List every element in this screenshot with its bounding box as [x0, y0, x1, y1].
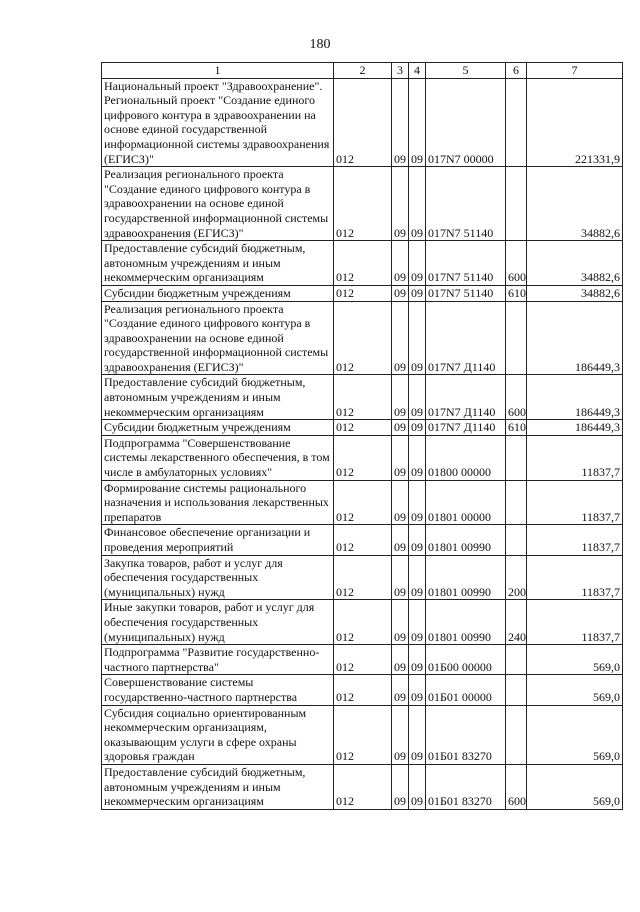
- section-code-cell: 09: [392, 375, 409, 420]
- section-code-cell: 09: [392, 301, 409, 375]
- target-article-cell: 017N7 51140: [426, 285, 506, 301]
- row-name-cell: Подпрограмма "Развитие государственно-частного партнерства": [102, 645, 334, 675]
- ministry-code-cell: 012: [334, 600, 392, 645]
- column-header: 4: [409, 63, 426, 79]
- amount-cell: 34882,6: [527, 167, 623, 241]
- table-row: [102, 675, 623, 705]
- target-article-cell: 01801 00000: [426, 480, 506, 525]
- section-code-cell: 09: [392, 705, 409, 764]
- row-name-cell: Реализация регионального проекта "Создание единого цифрового контура в здравоохранении на основе единой государственной информационной системы здравоохранения (ЕГИСЗ)": [102, 301, 334, 375]
- ministry-code-cell: 012: [334, 525, 392, 555]
- row-name-cell: Субсидии бюджетным учреждениям: [102, 285, 334, 301]
- subsection-code-cell: 09: [409, 600, 426, 645]
- expense-type-cell: 610: [506, 285, 527, 301]
- expense-type-cell: [506, 705, 527, 764]
- amount-cell: 34882,6: [527, 285, 623, 301]
- row-name-cell: Формирование системы рационального назначения и использования лекарственных препаратов: [102, 480, 334, 525]
- table-row: [102, 167, 623, 241]
- section-code-cell: 09: [392, 167, 409, 241]
- expense-type-cell: [506, 525, 527, 555]
- ministry-code-cell: 012: [334, 764, 392, 809]
- column-header: 7: [527, 63, 623, 79]
- expense-type-cell: [506, 301, 527, 375]
- column-header: 2: [334, 63, 392, 79]
- row-name-cell: Реализация регионального проекта "Создание единого цифрового контура в здравоохранении на основе единой государственной информационной системы здравоохранения (ЕГИСЗ)": [102, 167, 334, 241]
- section-code-cell: 09: [392, 420, 409, 436]
- target-article-cell: 01Б00 00000: [426, 645, 506, 675]
- column-header: 1: [102, 63, 334, 79]
- column-header: 5: [426, 63, 506, 79]
- expense-type-cell: [506, 78, 527, 167]
- subsection-code-cell: 09: [409, 375, 426, 420]
- expense-type-cell: 610: [506, 420, 527, 436]
- row-name-cell: Субсидии бюджетным учреждениям: [102, 420, 334, 436]
- section-code-cell: 09: [392, 555, 409, 600]
- target-article-cell: 01800 00000: [426, 435, 506, 480]
- expense-type-cell: 600: [506, 375, 527, 420]
- amount-cell: 11837,7: [527, 555, 623, 600]
- row-name-cell: Национальный проект "Здравоохранение". Региональный проект "Создание единого цифрового контура в здравоохранении на основе единой государственной информационной системы здравоохранения (ЕГИСЗ)": [102, 78, 334, 167]
- subsection-code-cell: 09: [409, 555, 426, 600]
- ministry-code-cell: 012: [334, 480, 392, 525]
- row-name-cell: Совершенствование системы государственно-частного партнерства: [102, 675, 334, 705]
- column-number-row: [102, 63, 623, 79]
- table-row: [102, 420, 623, 436]
- target-article-cell: 017N7 51140: [426, 241, 506, 286]
- table-row: [102, 480, 623, 525]
- expense-type-cell: 600: [506, 764, 527, 809]
- target-article-cell: 01801 00990: [426, 600, 506, 645]
- subsection-code-cell: 09: [409, 764, 426, 809]
- subsection-code-cell: 09: [409, 525, 426, 555]
- ministry-code-cell: 012: [334, 705, 392, 764]
- ministry-code-cell: 012: [334, 241, 392, 286]
- subsection-code-cell: 09: [409, 675, 426, 705]
- amount-cell: 221331,9: [527, 78, 623, 167]
- section-code-cell: 09: [392, 78, 409, 167]
- ministry-code-cell: 012: [334, 675, 392, 705]
- target-article-cell: 01Б01 83270: [426, 764, 506, 809]
- subsection-code-cell: 09: [409, 301, 426, 375]
- expense-type-cell: 200: [506, 555, 527, 600]
- row-name-cell: Субсидия социально ориентированным некоммерческим организациям, оказывающим услуги в сфере охраны здоровья граждан: [102, 705, 334, 764]
- ministry-code-cell: 012: [334, 285, 392, 301]
- ministry-code-cell: 012: [334, 375, 392, 420]
- expense-type-cell: [506, 480, 527, 525]
- table-row: [102, 525, 623, 555]
- expense-type-cell: [506, 675, 527, 705]
- expense-type-cell: 240: [506, 600, 527, 645]
- amount-cell: 569,0: [527, 705, 623, 764]
- amount-cell: 34882,6: [527, 241, 623, 286]
- target-article-cell: 01801 00990: [426, 525, 506, 555]
- section-code-cell: 09: [392, 435, 409, 480]
- row-name-cell: Финансовое обеспечение организации и проведения мероприятий: [102, 525, 334, 555]
- target-article-cell: 01Б01 83270: [426, 705, 506, 764]
- expense-type-cell: 600: [506, 241, 527, 286]
- row-name-cell: Подпрограмма "Совершенствование системы лекарственного обеспечения, в том числе в амбулаторных условиях": [102, 435, 334, 480]
- target-article-cell: 017N7 51140: [426, 167, 506, 241]
- column-header: 3: [392, 63, 409, 79]
- ministry-code-cell: 012: [334, 167, 392, 241]
- target-article-cell: 01801 00990: [426, 555, 506, 600]
- amount-cell: 186449,3: [527, 420, 623, 436]
- section-code-cell: 09: [392, 480, 409, 525]
- column-header: 6: [506, 63, 527, 79]
- subsection-code-cell: 09: [409, 241, 426, 286]
- section-code-cell: 09: [392, 241, 409, 286]
- section-code-cell: 09: [392, 285, 409, 301]
- subsection-code-cell: 09: [409, 78, 426, 167]
- amount-cell: 11837,7: [527, 480, 623, 525]
- amount-cell: 11837,7: [527, 600, 623, 645]
- amount-cell: 186449,3: [527, 375, 623, 420]
- budget-table-body: [102, 78, 623, 809]
- ministry-code-cell: 012: [334, 78, 392, 167]
- amount-cell: 11837,7: [527, 435, 623, 480]
- subsection-code-cell: 09: [409, 645, 426, 675]
- row-name-cell: Предоставление субсидий бюджетным, автономным учреждениям и иным некоммерческим организациям: [102, 375, 334, 420]
- target-article-cell: 017N7 Д1140: [426, 375, 506, 420]
- row-name-cell: Предоставление субсидий бюджетным, автономным учреждениям и иным некоммерческим организациям: [102, 764, 334, 809]
- target-article-cell: 017N7 00000: [426, 78, 506, 167]
- amount-cell: 569,0: [527, 764, 623, 809]
- ministry-code-cell: 012: [334, 435, 392, 480]
- table-row: [102, 241, 623, 286]
- table-row: [102, 764, 623, 809]
- target-article-cell: 017N7 Д1140: [426, 420, 506, 436]
- amount-cell: 569,0: [527, 675, 623, 705]
- expense-type-cell: [506, 645, 527, 675]
- table-row: [102, 555, 623, 600]
- budget-table: [101, 62, 623, 810]
- section-code-cell: 09: [392, 675, 409, 705]
- target-article-cell: 017N7 Д1140: [426, 301, 506, 375]
- table-row: [102, 705, 623, 764]
- row-name-cell: Закупка товаров, работ и услуг для обеспечения государственных (муниципальных) нужд: [102, 555, 334, 600]
- page-number: 180: [309, 37, 331, 52]
- table-row: [102, 645, 623, 675]
- amount-cell: 569,0: [527, 645, 623, 675]
- table-row: [102, 285, 623, 301]
- table-row: [102, 435, 623, 480]
- table-row: [102, 600, 623, 645]
- table-row: [102, 375, 623, 420]
- subsection-code-cell: 09: [409, 167, 426, 241]
- ministry-code-cell: 012: [334, 420, 392, 436]
- target-article-cell: 01Б01 00000: [426, 675, 506, 705]
- table-row: [102, 301, 623, 375]
- subsection-code-cell: 09: [409, 285, 426, 301]
- ministry-code-cell: 012: [334, 555, 392, 600]
- ministry-code-cell: 012: [334, 301, 392, 375]
- subsection-code-cell: 09: [409, 420, 426, 436]
- ministry-code-cell: 012: [334, 645, 392, 675]
- subsection-code-cell: 09: [409, 705, 426, 764]
- section-code-cell: 09: [392, 525, 409, 555]
- expense-type-cell: [506, 435, 527, 480]
- section-code-cell: 09: [392, 600, 409, 645]
- expense-type-cell: [506, 167, 527, 241]
- section-code-cell: 09: [392, 764, 409, 809]
- table-row: [102, 78, 623, 167]
- subsection-code-cell: 09: [409, 480, 426, 525]
- amount-cell: 186449,3: [527, 301, 623, 375]
- row-name-cell: Иные закупки товаров, работ и услуг для обеспечения государственных (муниципальных) нужд: [102, 600, 334, 645]
- row-name-cell: Предоставление субсидий бюджетным, автономным учреждениям и иным некоммерческим организациям: [102, 241, 334, 286]
- subsection-code-cell: 09: [409, 435, 426, 480]
- section-code-cell: 09: [392, 645, 409, 675]
- amount-cell: 11837,7: [527, 525, 623, 555]
